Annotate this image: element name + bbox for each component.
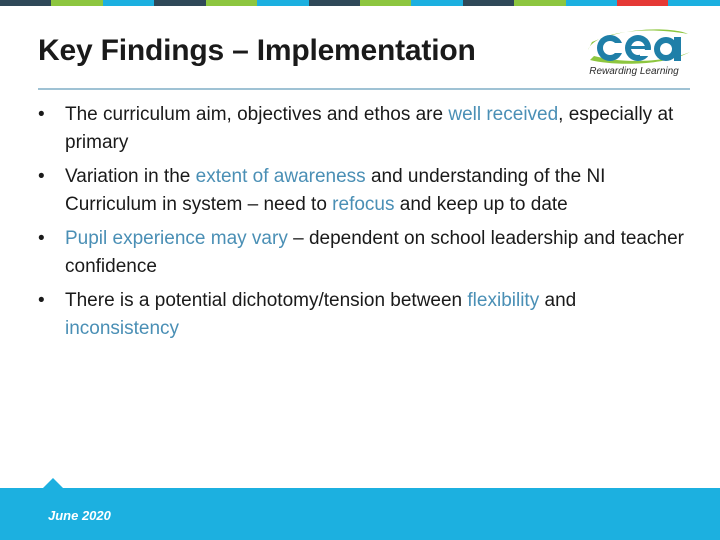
bullet-text: Variation in the	[65, 166, 196, 187]
highlighted-text: well received	[448, 104, 559, 125]
top-color-segment	[617, 0, 668, 6]
highlighted-text: refocus	[332, 194, 395, 215]
top-color-segment	[257, 0, 308, 6]
top-color-segment	[566, 0, 617, 6]
top-color-bar	[0, 0, 720, 6]
top-color-segment	[0, 0, 51, 6]
title-divider	[38, 88, 690, 90]
bullet-dot-icon: •	[38, 104, 45, 125]
bullet-text: , especially at primary	[65, 104, 674, 153]
bullet-text: and	[539, 290, 577, 311]
top-color-segment	[154, 0, 205, 6]
top-color-segment	[51, 0, 102, 6]
highlighted-text: flexibility	[467, 290, 540, 311]
top-color-segment	[463, 0, 514, 6]
bullet-item	[38, 225, 688, 281]
slide-title: Key Findings – Implementation	[38, 34, 476, 67]
highlighted-text: inconsistency	[65, 318, 180, 339]
bullet-item	[38, 287, 688, 343]
top-color-segment	[668, 0, 719, 6]
highlighted-text: extent of awareness	[195, 166, 366, 187]
footer-date: June 2020	[48, 508, 111, 523]
bullet-list	[38, 101, 688, 349]
bullet-text: – dependent on school leadership and teacher confidence	[65, 228, 684, 277]
bullet-dot-icon: •	[38, 166, 45, 187]
highlighted-text: Pupil experience may vary	[65, 228, 288, 249]
cea-logo-graphic	[584, 26, 694, 68]
cea-logo-icon	[584, 26, 694, 82]
top-color-segment	[514, 0, 565, 6]
bullet-item	[38, 163, 688, 219]
top-color-segment	[360, 0, 411, 6]
bullet-text: The curriculum aim, objectives and ethos are	[65, 104, 449, 125]
top-color-segment	[411, 0, 462, 6]
bullet-text: There is a potential dichotomy/tension between	[65, 290, 468, 311]
logo-tagline: Rewarding Learning	[589, 66, 679, 77]
top-color-segment	[103, 0, 154, 6]
bullet-text: and keep up to date	[394, 194, 568, 215]
bullet-dot-icon: •	[38, 228, 45, 249]
bullet-text: and understanding of the NI Curriculum in system – need to	[65, 166, 606, 215]
bullet-dot-icon: •	[38, 290, 45, 311]
bullet-item	[38, 101, 688, 157]
top-color-segment	[206, 0, 257, 6]
top-color-segment	[309, 0, 360, 6]
